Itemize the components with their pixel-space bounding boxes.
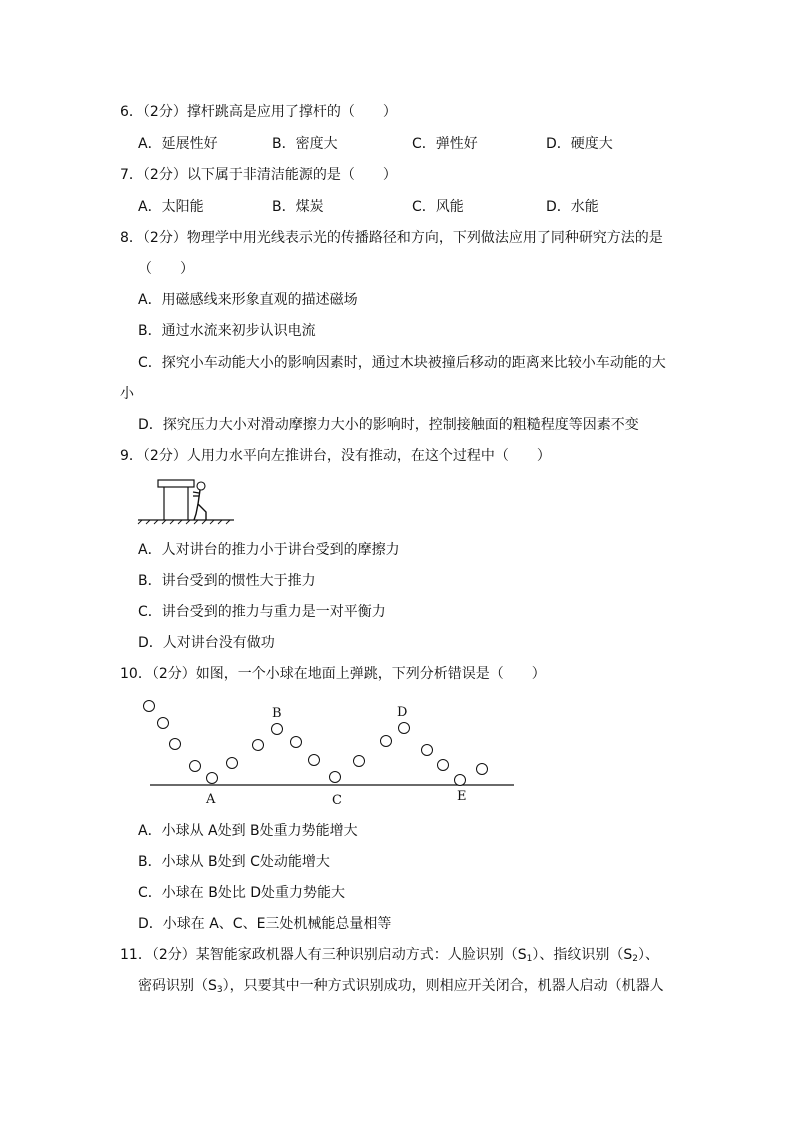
q8-option-c-line1: C．探究小车动能大小的影响因素时，通过木块被撞后移动的距离来比较小车动能的大 [138,355,666,371]
q11-sub-1: 1 [526,954,533,964]
figure-label-c: C [332,793,342,808]
q7-stem: 7．（2分）以下属于非清洁能源的是（ ） [120,167,397,183]
q11-sub-2: 2 [632,954,638,964]
q8-stem-line1: 8．（2分）物理学中用光线表示光的传播路径和方向，下列做法应用了同种研究方法的是 [120,230,663,246]
figure-label-b: B [272,706,282,721]
q10-stem: 10．（2分）如图，一个小球在地面上弹跳，下列分析错误是（ ） [120,666,546,682]
q7-option-d: D．水能 [546,199,599,215]
q11-text-1c: ）、 [637,947,659,963]
q9-option-d: D．人对讲台没有做功 [138,635,275,651]
q11-text-1a: 11．（2分）某智能家政机器人有三种识别启动方式：人脸识别（S [120,947,527,963]
q10-option-d: D．小球在 A、C、E三处机械能总量相等 [138,916,392,932]
q11-sub-3: 3 [216,985,223,995]
q11-stem-line2 [138,977,664,999]
q7-option-b: B．煤炭 [272,199,324,215]
q9-stem: 9．（2分）人用力水平向左推讲台，没有推动，在这个过程中（ ） [120,448,551,464]
q8-stem-line2: （ ） [138,261,194,277]
q6-option-a: A．延展性好 [138,136,218,152]
figure-label-e: E [457,789,467,804]
q10-figure-bouncing-ball [140,695,520,810]
q10-option-b: B．小球从 B处到 C处动能增大 [138,854,330,870]
q10-option-c: C．小球在 B处比 D处重力势能大 [138,885,346,901]
q11-stem-line1 [120,946,659,968]
q8-option-a: A．用磁感线来形象直观的描述磁场 [138,292,358,308]
q6-option-b: B．密度大 [272,136,338,152]
q9-figure-podium-push [138,478,238,523]
q10-option-a: A．小球从 A处到 B处重力势能增大 [138,823,358,839]
q7-option-a: A．太阳能 [138,199,204,215]
q11-text-2a: 密码识别（S [138,978,217,994]
q11-text-1b: ）、指纹识别（S [532,947,633,963]
q6-option-d: D．硬度大 [546,136,613,152]
q8-option-c-line2: 小 [120,386,134,402]
figure-label-d: D [397,705,408,720]
figure-label-a: A [206,792,216,807]
q7-option-c: C．风能 [412,199,464,215]
q11-text-2b: ），只要其中一种方式识别成功，则相应开关闭合，机器人启动（机器人 [222,978,664,994]
q6-option-c: C．弹性好 [412,136,478,152]
q9-option-a: A．人对讲台的推力小于讲台受到的摩擦力 [138,542,400,558]
q8-option-b: B．通过水流来初步认识电流 [138,323,316,339]
q8-option-d: D．探究压力大小对滑动摩擦力大小的影响时，控制接触面的粗糙程度等因素不变 [138,417,639,433]
q9-option-c: C．讲台受到的推力与重力是一对平衡力 [138,604,386,620]
q6-stem: 6．（2分）撑杆跳高是应用了撑杆的（ ） [120,104,397,120]
q9-option-b: B．讲台受到的惯性大于推力 [138,573,316,589]
